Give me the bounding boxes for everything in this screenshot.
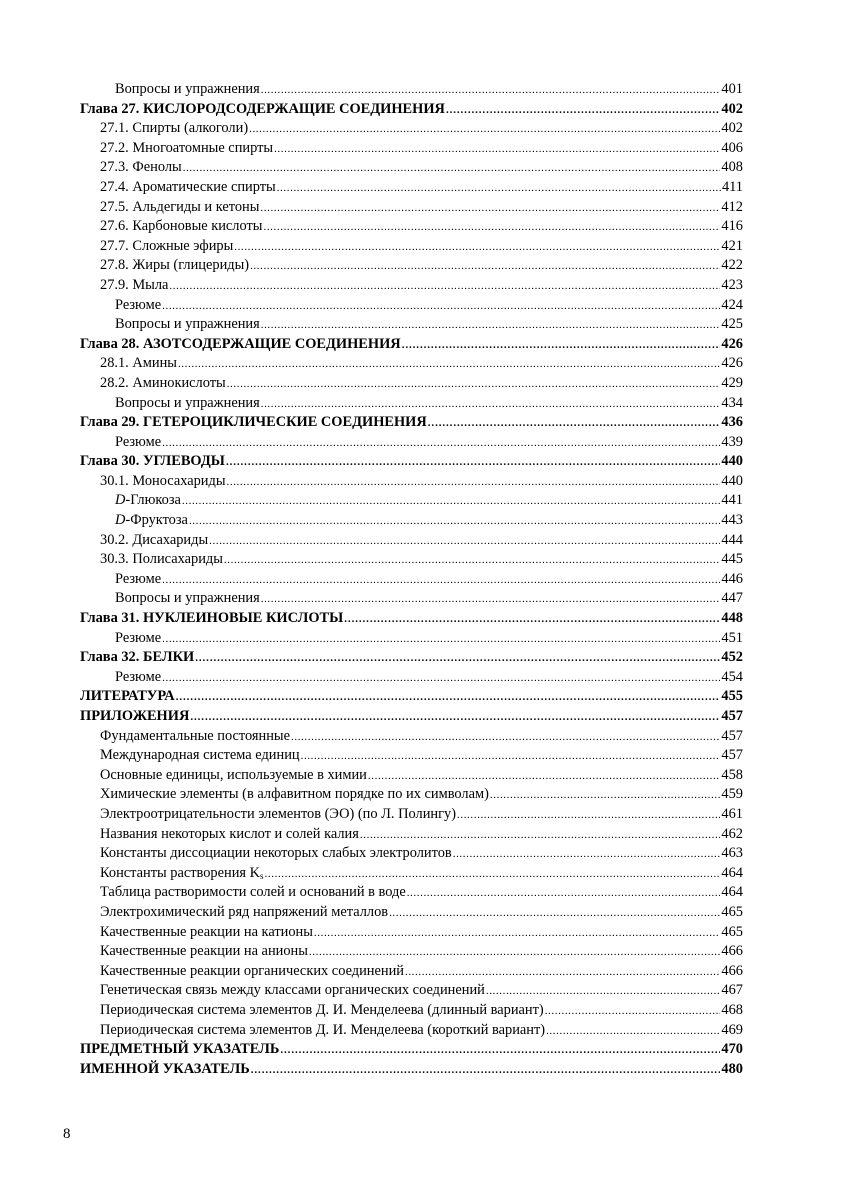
dot-leader: [251, 1061, 721, 1081]
toc-entry-text: Фундаментальные постоянные: [100, 727, 290, 744]
toc-entry-text: 30.2. Дисахариды: [100, 531, 209, 548]
dot-leader: [277, 179, 721, 199]
toc-chapter-entry[interactable]: [80, 100, 743, 120]
toc-entry[interactable]: [80, 158, 743, 178]
dot-leader: [490, 786, 721, 806]
toc-page-number: 466: [721, 943, 743, 960]
toc-page-number: 452: [721, 649, 743, 666]
dot-leader: [405, 963, 720, 983]
toc-page-number: 455: [721, 688, 743, 705]
toc-entry[interactable]: [80, 256, 743, 276]
dot-leader: [407, 884, 721, 904]
toc-entry-title: [115, 315, 260, 335]
toc-entry-title: [100, 139, 273, 159]
toc-entry-text: 30.1. Моносахариды: [100, 472, 226, 489]
dot-leader: [309, 943, 720, 963]
toc-entry-title: [100, 472, 226, 492]
dot-leader: [263, 218, 720, 238]
toc-page-number: 469: [721, 1021, 743, 1038]
toc-entry-title: [115, 570, 161, 590]
toc-chapter-entry[interactable]: [80, 707, 743, 727]
toc-page-number: 422: [721, 257, 743, 274]
dot-leader: [261, 395, 721, 415]
dot-leader: [486, 982, 721, 1002]
toc-entry-text: 27.8. Жиры (глицериды): [100, 257, 250, 274]
toc-entry[interactable]: [80, 589, 743, 609]
toc-entry[interactable]: [80, 119, 743, 139]
toc-entry-text: 27.1. Спирты (алкоголи): [100, 120, 249, 137]
toc-entry[interactable]: [80, 198, 743, 218]
dot-leader: [182, 492, 721, 512]
toc-entry-title: [80, 1040, 279, 1060]
toc-page-number: 412: [721, 198, 743, 215]
toc-entry-title: [100, 923, 313, 943]
toc-chapter-entry[interactable]: [80, 1060, 743, 1080]
toc-entry-text: Качественные реакции органических соединений: [100, 962, 404, 979]
toc-entry-text: Генетическая связь между классами органических соединений: [100, 982, 485, 999]
toc-entry[interactable]: [80, 785, 743, 805]
toc-entry[interactable]: [80, 942, 743, 962]
toc-page-number: 436: [721, 414, 743, 431]
dot-leader: [389, 904, 720, 924]
toc-entry[interactable]: [80, 374, 743, 394]
dot-leader: [368, 767, 721, 787]
toc-entry-text: Вопросы и упражнения: [115, 590, 260, 607]
dot-leader: [446, 101, 720, 121]
toc-page-number: 459: [721, 786, 743, 803]
toc-entry[interactable]: [80, 531, 743, 551]
toc-entry[interactable]: [80, 1001, 743, 1021]
toc-chapter-entry[interactable]: [80, 648, 743, 668]
toc-entry[interactable]: [80, 805, 743, 825]
toc-entry[interactable]: [80, 296, 743, 316]
toc-page-number: 411: [721, 178, 743, 195]
toc-entry-text: 27.2. Многоатомные спирты: [100, 139, 274, 156]
toc-entry[interactable]: [80, 727, 743, 747]
toc-entry-text: Основные единицы, используемые в химии: [100, 766, 367, 783]
toc-entry-title: [80, 687, 175, 707]
toc-page-number: 424: [721, 296, 743, 313]
toc-entry-text: ПРИЛОЖЕНИЯ: [80, 708, 190, 724]
toc-entry-text: 30.3. Полисахариды: [100, 551, 223, 568]
toc-entry[interactable]: [80, 491, 743, 511]
toc-entry-text: Резюме: [115, 570, 162, 587]
toc-entry[interactable]: [80, 981, 743, 1001]
toc-entry-text: Глава 31. НУКЛЕИНОВЫЕ КИСЛОТЫ: [80, 610, 344, 627]
toc-entry-text: 28.1. Амины: [100, 355, 177, 372]
toc-entry[interactable]: [80, 1021, 743, 1041]
dot-leader: [162, 571, 720, 591]
toc-entry[interactable]: [80, 962, 743, 982]
toc-entry[interactable]: [80, 237, 743, 257]
toc-page-number: 465: [721, 923, 743, 940]
toc-entry-title: [100, 531, 208, 551]
toc-entry-title: [100, 962, 404, 982]
dot-leader: [250, 257, 720, 277]
toc-page-number: 465: [721, 903, 743, 920]
toc-entry-title: [80, 1060, 250, 1080]
toc-entry-title: [80, 452, 225, 472]
toc-entry-text: Глава 28. АЗОТСОДЕРЖАЩИЕ СОЕДИНЕНИЯ: [80, 335, 401, 352]
toc-entry[interactable]: [80, 570, 743, 590]
toc-chapter-entry[interactable]: [80, 452, 743, 472]
toc-entry-text: ПРЕДМЕТНЫЙ УКАЗАТЕЛЬ: [80, 1041, 280, 1058]
toc-entry[interactable]: [80, 903, 743, 923]
toc-chapter-entry[interactable]: [80, 687, 743, 707]
toc-entry-text: Периодическая система элементов Д. И. Менделеева (короткий вариант): [100, 1021, 546, 1038]
toc-page-number: 461: [721, 805, 743, 822]
dot-leader: [227, 375, 721, 395]
toc-page-number: 447: [721, 590, 743, 607]
toc-entry-title: [100, 883, 406, 903]
toc-page-number: 402: [721, 120, 743, 137]
toc-entry-text: ИМЕННОЙ УКАЗАТЕЛЬ: [80, 1060, 250, 1077]
dot-leader: [178, 355, 720, 375]
toc-entry-prefix: D: [115, 512, 126, 529]
toc-entry-text: Резюме: [115, 668, 162, 685]
toc-page-number: 467: [721, 982, 743, 999]
toc-entry-text: Электроотрицательности элементов (ЭО) (по Л. Полингу): [100, 805, 456, 822]
dot-leader: [280, 1041, 720, 1061]
toc-page-number: 401: [721, 81, 743, 97]
dot-leader: [428, 414, 721, 434]
toc-entry[interactable]: [80, 668, 743, 688]
toc-page-number: 464: [721, 864, 743, 881]
toc-entry[interactable]: [80, 923, 743, 943]
dot-leader: [274, 140, 720, 160]
toc-entry-text: Вопросы и упражнения: [115, 316, 260, 333]
dot-leader: [227, 473, 721, 493]
toc-entry-text: 27.5. Альдегиды и кетоны: [100, 198, 260, 215]
toc-entry-text: Качественные реакции на анионы: [100, 943, 308, 960]
toc-entry-title: [100, 864, 264, 884]
dot-leader: [162, 297, 720, 317]
toc-page-number: 445: [721, 551, 743, 568]
page-number: 8: [63, 1126, 71, 1142]
dot-leader: [261, 81, 721, 101]
toc-entry-title: [100, 785, 489, 805]
toc-page-number: 464: [721, 884, 743, 901]
toc-entry[interactable]: [80, 139, 743, 159]
toc-entry-title: [115, 589, 260, 609]
toc-page-number: 454: [721, 668, 743, 685]
toc-page-number: 440: [721, 472, 743, 489]
toc-entry-title: [100, 746, 300, 766]
toc-entry-text: 27.9. Мыла: [100, 276, 169, 293]
toc-entry-text: Названия некоторых кислот и солей калия: [100, 825, 359, 842]
toc-entry-title: [115, 668, 161, 688]
dot-leader: [162, 669, 720, 689]
table-of-contents: [80, 80, 743, 1079]
toc-entry-text: 28.2. Аминокислоты: [100, 374, 226, 391]
toc-entry-title: [100, 354, 177, 374]
toc-entry-title: [100, 942, 308, 962]
dot-leader: [261, 590, 721, 610]
toc-page-number: 426: [721, 335, 743, 352]
toc-page-number: 451: [721, 629, 743, 646]
dot-leader: [162, 630, 720, 650]
toc-entry-text: Глава 29. ГЕТЕРОЦИКЛИЧЕСКИЕ СОЕДИНЕНИЯ: [80, 414, 427, 431]
toc-page-number: 421: [721, 237, 743, 254]
dot-leader: [195, 649, 720, 669]
toc-entry-text: -Глюкоза: [125, 492, 181, 509]
toc-entry-text: -Фруктоза: [125, 512, 188, 529]
dot-leader: [344, 610, 720, 630]
dot-leader: [265, 865, 721, 885]
toc-page-number: 448: [721, 610, 743, 627]
toc-entry-title: [80, 335, 401, 355]
toc-entry-title: [80, 707, 189, 727]
toc-page-number: 425: [721, 316, 743, 333]
dot-leader: [402, 336, 721, 356]
toc-entry-text: Международная система единиц: [100, 747, 300, 764]
toc-entry-title: [100, 119, 248, 139]
dot-leader: [545, 1002, 721, 1022]
toc-entry-text: Химические элементы (в алфавитном порядке по их символам): [100, 786, 489, 803]
toc-entry-title: [80, 609, 343, 629]
toc-entry-title: [100, 981, 485, 1001]
toc-entry-text: 27.7. Сложные эфиры: [100, 237, 234, 254]
toc-entry[interactable]: [80, 766, 743, 786]
toc-page-number: 423: [721, 276, 743, 293]
toc-entry-text: Таблица растворимости солей и оснований в воде: [100, 884, 406, 901]
toc-entry[interactable]: [80, 394, 743, 414]
dot-leader: [453, 845, 721, 865]
toc-page-number: 408: [721, 159, 743, 176]
toc-page-number: 440: [721, 453, 743, 470]
toc-page-number: 434: [721, 394, 743, 411]
toc-entry-title: [115, 491, 181, 511]
toc-entry-title: [100, 256, 249, 276]
toc-entry-title: [100, 903, 388, 923]
dot-leader: [261, 316, 721, 336]
toc-chapter-entry[interactable]: [80, 1040, 743, 1060]
dot-leader: [176, 688, 721, 708]
toc-entry[interactable]: [80, 864, 743, 884]
dot-leader: [224, 551, 721, 571]
toc-entry[interactable]: [80, 825, 743, 845]
toc-page-number: 458: [721, 766, 743, 783]
toc-entry-title: [100, 727, 290, 747]
toc-entry-text: ЛИТЕРАТУРА: [80, 688, 175, 705]
toc-entry-title: [100, 217, 262, 237]
toc-entry-text: Глава 32. БЕЛКИ: [80, 649, 195, 666]
toc-entry-text: Глава 27. КИСЛОРОДСОДЕРЖАЩИЕ СОЕДИНЕНИЯ: [80, 100, 445, 117]
toc-page-number: 470: [721, 1041, 743, 1058]
dot-leader: [209, 532, 720, 552]
toc-page-number: 402: [721, 100, 743, 117]
toc-entry-text: 27.3. Фенолы: [100, 159, 182, 176]
dot-leader: [301, 747, 721, 767]
toc-entry-title: [100, 825, 359, 845]
toc-entry-title: [100, 766, 367, 786]
toc-entry-title: [115, 394, 260, 414]
toc-page-number: 406: [721, 139, 743, 156]
toc-entry[interactable]: [80, 354, 743, 374]
toc-entry[interactable]: [80, 550, 743, 570]
toc-entry-title: [100, 178, 276, 198]
dot-leader: [291, 728, 720, 748]
dot-leader: [190, 708, 720, 728]
toc-page-number: 444: [721, 531, 743, 548]
toc-entry-text: Резюме: [115, 629, 162, 646]
toc-page-number: 463: [721, 845, 743, 862]
toc-entry-title: [115, 629, 161, 649]
dot-leader: [457, 806, 720, 826]
toc-entry-text: Резюме: [115, 433, 162, 450]
toc-entry[interactable]: [80, 844, 743, 864]
toc-entry[interactable]: [80, 511, 743, 531]
toc-page-number: 468: [721, 1001, 743, 1018]
toc-entry-text: 27.6. Карбоновые кислоты: [100, 218, 263, 235]
toc-entry-title: [100, 844, 452, 864]
toc-entry-title: [100, 805, 456, 825]
dot-leader: [546, 1022, 720, 1042]
toc-entry-text: Электрохимический ряд напряжений металлов: [100, 903, 389, 920]
toc-entry-title: [80, 413, 427, 433]
toc-entry[interactable]: [80, 217, 743, 237]
toc-entry-title: [115, 296, 161, 316]
toc-entry-text: Качественные реакции на катионы: [100, 923, 313, 940]
dot-leader: [314, 924, 721, 944]
dot-leader: [234, 238, 720, 258]
dot-leader: [162, 434, 720, 454]
toc-entry-title: [100, 1021, 545, 1041]
toc-page-number: 426: [721, 355, 743, 372]
toc-entry-text: Константы растворения K: [100, 864, 261, 881]
toc-chapter-entry[interactable]: [80, 609, 743, 629]
dot-leader: [183, 159, 721, 179]
toc-page-number: 446: [721, 570, 743, 587]
toc-page-number: 441: [721, 492, 743, 509]
toc-page-number: 457: [721, 747, 743, 764]
toc-entry-title: [80, 648, 194, 668]
toc-entry[interactable]: [80, 883, 743, 903]
toc-entry-title: [100, 158, 182, 178]
toc-page-number: 480: [721, 1060, 743, 1077]
toc-chapter-entry[interactable]: [80, 335, 743, 355]
toc-entry-title: [100, 1001, 544, 1021]
toc-entry-subscript: s: [260, 870, 264, 881]
toc-entry-text: Вопросы и упражнения: [115, 81, 260, 97]
toc-entry[interactable]: [80, 472, 743, 492]
toc-entry-text: Резюме: [115, 296, 162, 313]
toc-page-number: 457: [721, 727, 743, 744]
toc-entry[interactable]: [80, 746, 743, 766]
toc-entry-text: Периодическая система элементов Д. И. Менделеева (длинный вариант): [100, 1001, 544, 1018]
toc-entry-title: [80, 100, 445, 120]
toc-entry-prefix: D: [115, 492, 126, 509]
toc-entry[interactable]: [80, 315, 743, 335]
toc-page-number: 416: [721, 218, 743, 235]
toc-entry-title: [115, 511, 188, 531]
toc-page-number: 439: [721, 433, 743, 450]
toc-entry-title: [100, 374, 226, 394]
toc-entry-title: [100, 198, 259, 218]
toc-entry-text: Вопросы и упражнения: [115, 394, 260, 411]
toc-entry-title: [115, 433, 161, 453]
toc-entry-text: Глава 30. УГЛЕВОДЫ: [80, 453, 225, 470]
toc-entry[interactable]: [80, 629, 743, 649]
toc-entry[interactable]: [80, 80, 743, 100]
toc-entry[interactable]: [80, 276, 743, 296]
toc-entry-title: [100, 550, 223, 570]
dot-leader: [226, 453, 720, 473]
toc-entry-text: 27.4. Ароматические спирты: [100, 178, 276, 195]
toc-page-number: 429: [721, 374, 743, 391]
dot-leader: [360, 826, 721, 846]
toc-entry[interactable]: [80, 433, 743, 453]
toc-chapter-entry[interactable]: [80, 413, 743, 433]
toc-page-number: 462: [721, 825, 743, 842]
toc-entry-text: Константы диссоциации некоторых слабых электролитов: [100, 845, 452, 862]
toc-page-number: 457: [721, 708, 743, 724]
toc-entry-title: [100, 237, 233, 257]
toc-entry-title: [100, 276, 168, 296]
dot-leader: [189, 512, 720, 532]
toc-entry[interactable]: [80, 178, 743, 198]
dot-leader: [249, 120, 720, 140]
toc-page-number: 443: [721, 512, 743, 529]
dot-leader: [169, 277, 720, 297]
toc-page-number: 466: [721, 962, 743, 979]
dot-leader: [260, 199, 720, 219]
toc-entry-title: [115, 80, 260, 100]
